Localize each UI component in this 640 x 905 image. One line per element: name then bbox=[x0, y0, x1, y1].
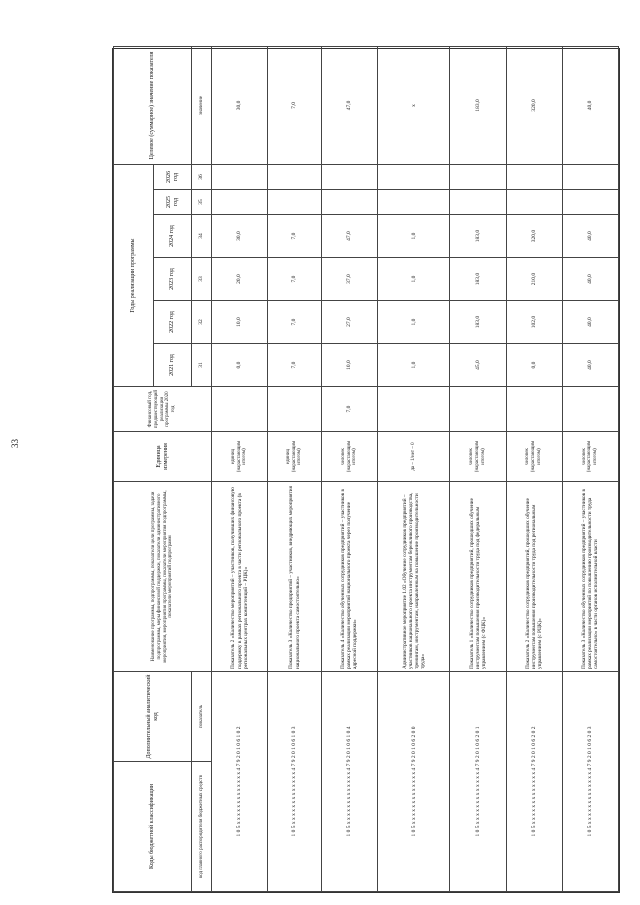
year-2024: 2024 год bbox=[154, 215, 192, 258]
row-target: х bbox=[378, 46, 450, 164]
row-unit: человек (нарастающим итогом) bbox=[562, 432, 618, 482]
row-value-2021: 7,0 bbox=[268, 344, 322, 387]
row-unit: человек (нарастающим итогом) bbox=[321, 432, 377, 482]
row-base-value bbox=[562, 387, 618, 432]
row-description: Показатель 3 «Количество предприятий – участников, внедряющих мероприятия национального проекта самостоятельно» bbox=[268, 482, 322, 672]
row-value-2022: 10,0 bbox=[212, 301, 268, 344]
header-fin-year: Финансовый год, предшествующий реализации программы 2020 год bbox=[114, 387, 212, 432]
row-unit: единиц (нарастающим итогом) bbox=[268, 432, 322, 482]
row-value-2023: 37,0 bbox=[321, 258, 377, 301]
row-value-2025 bbox=[506, 190, 562, 215]
row-unit: человек (нарастающим итогом) bbox=[450, 432, 506, 482]
row-value-2024: 30,0 bbox=[212, 215, 268, 258]
header-target: Целевое (суммарное) значение показателя bbox=[114, 46, 192, 164]
row-value-2024: 40,0 bbox=[562, 215, 618, 258]
row-unit: человек (нарастающим итогом) bbox=[506, 432, 562, 482]
row-value-2026 bbox=[562, 164, 618, 189]
row-codes: 1 0 5 х х х х х х х х х х х х х 4 7 9 2 0 1 0 6 1 0 4 bbox=[321, 672, 377, 892]
row-value-2022: 40,0 bbox=[562, 301, 618, 344]
table-row bbox=[268, 46, 322, 891]
row-value-2026 bbox=[450, 164, 506, 189]
row-value-2025 bbox=[268, 190, 322, 215]
program-table-sheet bbox=[112, 48, 620, 893]
row-unit: единиц (нарастающим итогом) bbox=[212, 432, 268, 482]
row-description: Показатель 2 «Количество мероприятий – участников, получивших финансовую поддержку в рамках регионального проекта в части регионального проекта (в региональных центрах компетенций – РЦК)» bbox=[212, 482, 268, 672]
row-target: 40,0 bbox=[562, 46, 618, 164]
row-value-2022: 27,0 bbox=[321, 301, 377, 344]
row-value-2024: 7,0 bbox=[268, 215, 322, 258]
row-value-2022: 102,0 bbox=[506, 301, 562, 344]
row-description: Показатель 1 «Количество сотрудников предприятий, прошедших обучение инструментам повышения производительности труда под федеральным управлением (с ФЦК)» bbox=[450, 482, 506, 672]
row-target: 7,0 bbox=[268, 46, 322, 164]
row-target: 183,0 bbox=[450, 46, 506, 164]
row-target: 47,0 bbox=[321, 46, 377, 164]
header-additional-code: Дополнительный аналитический код bbox=[114, 672, 192, 762]
row-value-2024: 183,0 bbox=[450, 215, 506, 258]
year-2023: 2023 год bbox=[154, 258, 192, 301]
row-codes: 1 0 5 х х х х х х х х х х х х х 4 7 9 2 0 1 0 6 2 0 3 bbox=[562, 672, 618, 892]
col-num-36: 36 bbox=[192, 164, 212, 189]
row-value-2025 bbox=[562, 190, 618, 215]
program-indicators-table bbox=[113, 46, 619, 892]
col-num-34: 34 bbox=[192, 215, 212, 258]
row-codes: 1 0 5 х х х х х х х х х х х х х 4 7 9 2 0 1 0 6 2 0 2 bbox=[506, 672, 562, 892]
row-description: Показатель 4 «Количество обученных сотрудников предприятий – участников в рамках реализации мероприятий национального проекта через получение адресной поддержки» bbox=[321, 482, 377, 672]
row-value-2025 bbox=[212, 190, 268, 215]
row-description: Административное мероприятие 1.02 «Обучение сотрудников предприятий – участников национального проекта инструментам бережливого производства, тренингам, инструментам, направленным на повышение производительности труда» bbox=[378, 482, 450, 672]
row-target: 30,0 bbox=[212, 46, 268, 164]
row-unit: да – 1/нет – 0 bbox=[378, 432, 450, 482]
header-add-indicator: показатель bbox=[192, 672, 212, 762]
row-value-2024: 1,0 bbox=[378, 215, 450, 258]
header-codes: Коды бюджетной классификации bbox=[114, 762, 192, 892]
row-value-2023: 210,0 bbox=[506, 258, 562, 301]
row-value-2021: 1,0 bbox=[378, 344, 450, 387]
header-code-sub: код главного распорядителя бюджетных средств bbox=[192, 762, 212, 892]
row-codes: 1 0 5 х х х х х х х х х х х х х 4 7 9 2 0 1 0 6 2 0 0 bbox=[378, 672, 450, 892]
row-target: 320,0 bbox=[506, 46, 562, 164]
year-2025: 2025 год bbox=[154, 190, 192, 215]
row-value-2022: 7,0 bbox=[268, 301, 322, 344]
row-value-2023: 183,0 bbox=[450, 258, 506, 301]
row-base-value bbox=[506, 387, 562, 432]
row-value-2026 bbox=[378, 164, 450, 189]
row-value-2023: 7,0 bbox=[268, 258, 322, 301]
row-value-2021: 10,0 bbox=[321, 344, 377, 387]
table-row bbox=[321, 46, 377, 891]
row-value-2022: 1,0 bbox=[378, 301, 450, 344]
row-value-2021: 0,0 bbox=[506, 344, 562, 387]
row-value-2025 bbox=[450, 190, 506, 215]
row-value-2026 bbox=[268, 164, 322, 189]
row-value-2021: 40,0 bbox=[562, 344, 618, 387]
row-codes: 1 0 5 х х х х х х х х х х х х х 4 7 9 2 0 1 0 6 2 0 1 bbox=[450, 672, 506, 892]
row-value-2024: 320,0 bbox=[506, 215, 562, 258]
col-num-32: 32 bbox=[192, 301, 212, 344]
table-row bbox=[378, 46, 450, 891]
page-number: 33 bbox=[10, 439, 20, 448]
row-value-2023: 40,0 bbox=[562, 258, 618, 301]
year-2021: 2021 год bbox=[154, 344, 192, 387]
row-description: Показатель 3 «Количество обученных сотрудников предприятий – участников в рамках реализации мероприятий по повышению производительности труда самостоятельно» в части органов исполнительной власти bbox=[562, 482, 618, 672]
header-name: Наименование программы, подпрограммы, показатели цели программы, задачи подпрограммы, меры финансовой поддержки, показатели административного мероприятия, мероприятия программы, показатели мероприятия подпрограммы, показатели мероприятий подпрограмм bbox=[114, 482, 212, 672]
table-row bbox=[212, 46, 268, 891]
row-value-2023: 20,0 bbox=[212, 258, 268, 301]
row-base-value bbox=[212, 387, 268, 432]
header-unit: Единица измерения bbox=[114, 432, 212, 482]
row-base-value bbox=[378, 387, 450, 432]
row-value-2021: 0,0 bbox=[212, 344, 268, 387]
row-base-value bbox=[268, 387, 322, 432]
table-row bbox=[562, 46, 618, 891]
row-value-2026 bbox=[212, 164, 268, 189]
row-codes: 1 0 5 х х х х х х х х х х х х х 4 7 9 2 0 1 0 6 1 0 2 bbox=[212, 672, 268, 892]
col-num-31: 31 bbox=[192, 344, 212, 387]
row-base-value bbox=[450, 387, 506, 432]
col-num-33: 33 bbox=[192, 258, 212, 301]
row-codes: 1 0 5 х х х х х х х х х х х х х 4 7 9 2 0 1 0 6 1 0 3 bbox=[268, 672, 322, 892]
header-years: Годы реализации программы bbox=[114, 164, 154, 386]
year-2022: 2022 год bbox=[154, 301, 192, 344]
row-description: Показатель 2 «Количество сотрудников предприятий, прошедших обучение инструментам повышения производительности труда под региональным управлением (с РЦК)» bbox=[506, 482, 562, 672]
row-value-2023: 1,0 bbox=[378, 258, 450, 301]
row-value-2021: 45,0 bbox=[450, 344, 506, 387]
table-row bbox=[450, 46, 506, 891]
row-value-2022: 183,0 bbox=[450, 301, 506, 344]
header-target-sub: значение bbox=[192, 46, 212, 164]
row-base-value: 7,0 bbox=[321, 387, 377, 432]
col-num-35: 35 bbox=[192, 190, 212, 215]
row-value-2026 bbox=[321, 164, 377, 189]
row-value-2024: 47,0 bbox=[321, 215, 377, 258]
row-value-2025 bbox=[321, 190, 377, 215]
row-value-2026 bbox=[506, 164, 562, 189]
table-row bbox=[506, 46, 562, 891]
row-value-2025 bbox=[378, 190, 450, 215]
year-2026: 2026 год bbox=[154, 164, 192, 189]
